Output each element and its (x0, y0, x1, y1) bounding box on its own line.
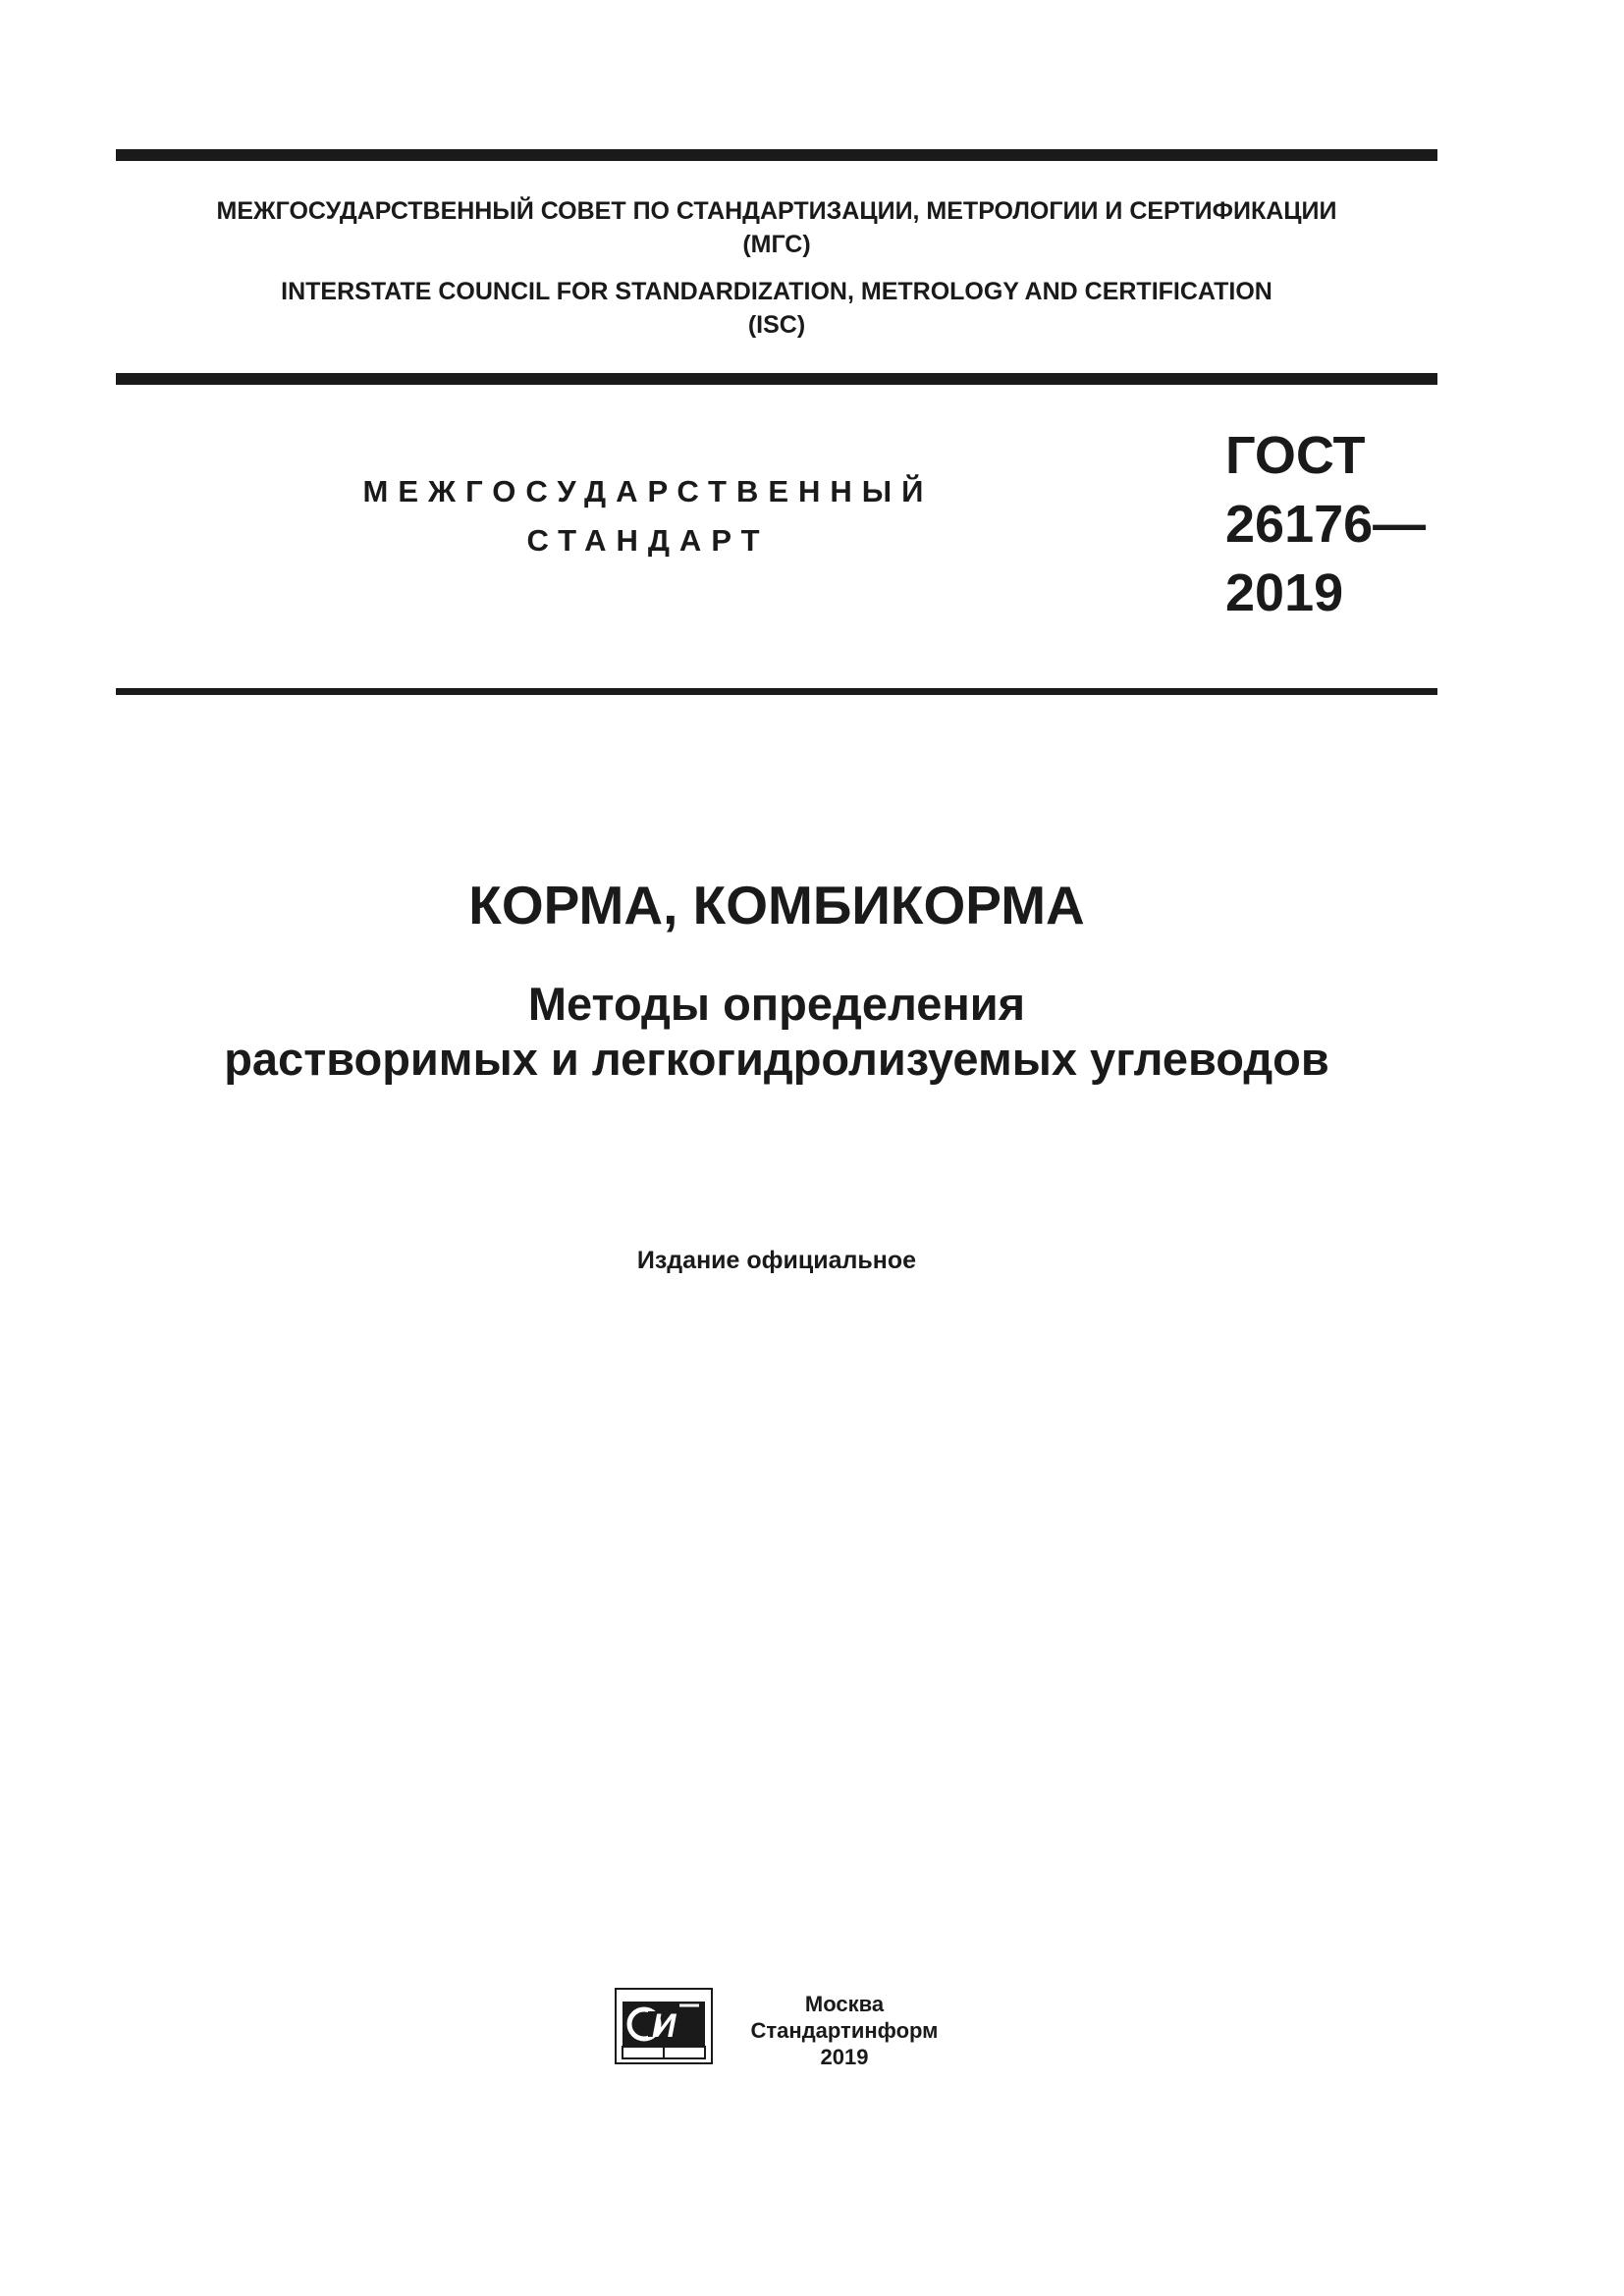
publisher-year: 2019 (820, 2045, 869, 2069)
council-abbr-ru: (МГС) (742, 231, 811, 258)
edition-note: Издание официальное (636, 1247, 917, 1274)
designation-prefix: ГОСТ (1225, 426, 1366, 485)
designation-year: 2019 (1225, 563, 1344, 622)
subtitle-line1: Методы определения (527, 978, 1026, 1030)
council-name-en: INTERSTATE COUNCIL FOR STANDARDIZATION, METROLOGY AND CERTIFICATION (281, 278, 1272, 305)
publisher-city: Москва (804, 1992, 885, 2016)
standard-type-line1: МЕЖГОСУДАРСТВЕННЫЙ (362, 474, 934, 508)
middle-rule (116, 373, 1437, 385)
council-name-ru: МЕЖГОСУДАРСТВЕННЫЙ СОВЕТ ПО СТАНДАРТИЗАЦИИ, МЕТРОЛОГИИ И СЕРТИФИКАЦИИ (216, 197, 1337, 225)
council-abbr-en: (ISC) (747, 311, 806, 339)
designation-number: 26176— (1225, 495, 1427, 554)
standard-type-line2: СТАНДАРТ (526, 523, 770, 558)
publisher-name: Стандартинформ (750, 2018, 939, 2043)
bottom-rule (116, 688, 1437, 695)
document-title: КОРМА, КОМБИКОРМА (468, 875, 1085, 935)
svg-text:И: И (652, 2007, 677, 2045)
standartinform-logo (615, 1988, 713, 2064)
top-rule (116, 149, 1437, 161)
subtitle-line2: растворимых и легкогидролизуемых углеводов (224, 1033, 1329, 1085)
